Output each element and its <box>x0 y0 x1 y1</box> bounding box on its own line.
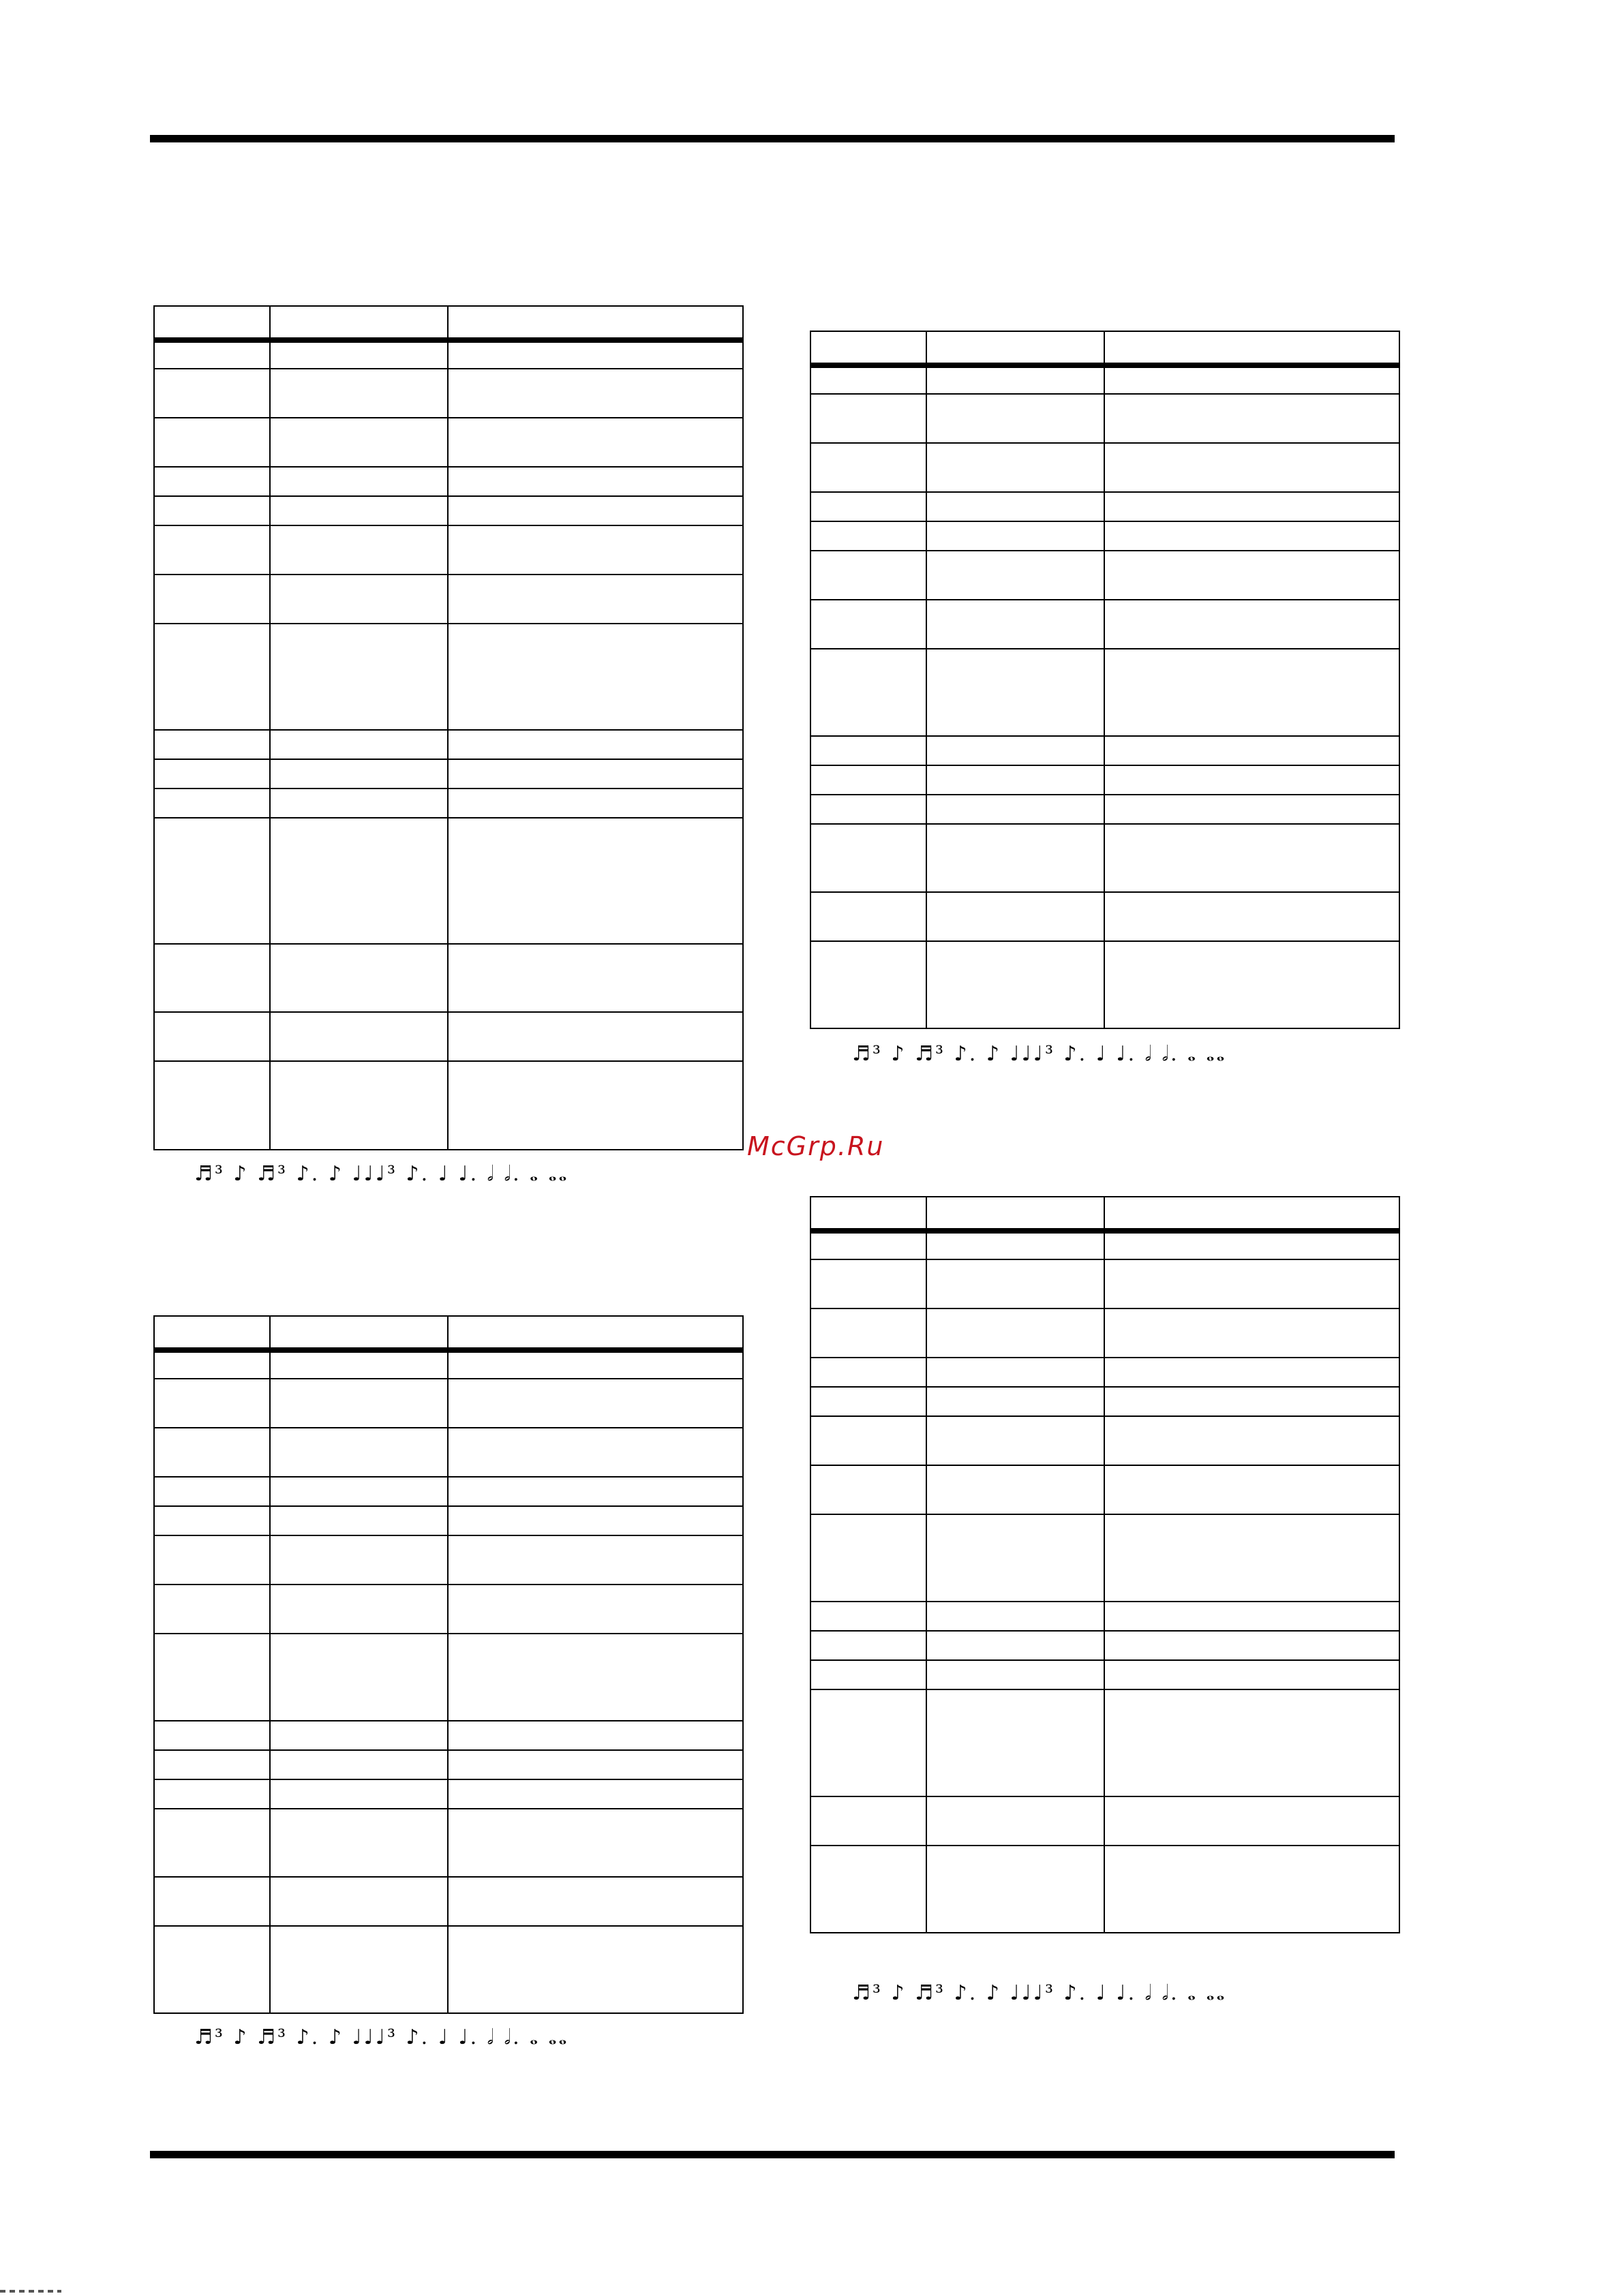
table-row <box>810 736 1399 765</box>
table-row <box>154 575 743 624</box>
table-row <box>154 759 743 789</box>
table-row <box>810 1387 1399 1416</box>
table-row <box>154 369 743 418</box>
table-row <box>810 521 1399 551</box>
table-bottom-left <box>153 1315 744 2014</box>
table-row <box>810 551 1399 600</box>
scan-edge-marks <box>0 2290 61 2293</box>
table-row <box>154 1585 743 1634</box>
table-row <box>810 443 1399 492</box>
table-row <box>810 765 1399 795</box>
table-row <box>154 624 743 730</box>
table-row <box>154 1809 743 1877</box>
watermark-text: McGrp.Ru <box>747 1131 885 1161</box>
note-values-legend: ♬³ ♪ ♬³ ♪. ♪ ♩♩♩³ ♪. ♩ ♩. 𝅗𝅥 𝅗𝅥. 𝅝 𝅝𝅝 <box>194 1162 569 1186</box>
table-row <box>810 1846 1399 1933</box>
table-row <box>154 730 743 759</box>
table-row <box>154 525 743 575</box>
note-values-legend: ♬³ ♪ ♬³ ♪. ♪ ♩♩♩³ ♪. ♩ ♩. 𝅗𝅥 𝅗𝅥. 𝅝 𝅝𝅝 <box>852 1981 1227 2005</box>
table-row <box>154 1379 743 1428</box>
table-row <box>154 418 743 467</box>
table-row <box>810 365 1399 394</box>
table-row <box>810 1796 1399 1846</box>
table-row <box>810 1514 1399 1602</box>
table-row <box>810 795 1399 824</box>
table-row <box>154 1535 743 1585</box>
table-row <box>154 1721 743 1750</box>
table-header-row <box>810 331 1399 365</box>
table-row <box>810 600 1399 649</box>
table-row <box>154 818 743 944</box>
table-row <box>810 649 1399 736</box>
table-row <box>810 394 1399 443</box>
table-row <box>154 1428 743 1477</box>
table-row <box>154 1012 743 1061</box>
table-row <box>154 1477 743 1506</box>
table-row <box>810 1358 1399 1387</box>
table-row <box>154 789 743 818</box>
table-row <box>154 1506 743 1535</box>
table-row <box>154 1926 743 2013</box>
table-row <box>154 1350 743 1379</box>
header-rule <box>150 135 1395 142</box>
table-row <box>154 1634 743 1721</box>
table-row <box>154 340 743 369</box>
table-row <box>810 824 1399 892</box>
table-row <box>810 1689 1399 1796</box>
table-row <box>154 496 743 525</box>
footer-rule <box>150 2151 1395 2158</box>
table-row <box>810 1259 1399 1308</box>
table-header-row <box>154 306 743 340</box>
table-row <box>810 1231 1399 1259</box>
table-row <box>810 892 1399 941</box>
table-row <box>810 1602 1399 1631</box>
table-row <box>810 492 1399 521</box>
table-row <box>810 1416 1399 1465</box>
table-row <box>154 1877 743 1926</box>
table-row <box>810 1631 1399 1660</box>
table-row <box>154 1061 743 1150</box>
table-bottom-right <box>810 1196 1400 1933</box>
table-header-row <box>810 1197 1399 1231</box>
table-row <box>154 467 743 496</box>
table-row <box>810 941 1399 1028</box>
table-row <box>154 1779 743 1809</box>
table-header-row <box>154 1316 743 1350</box>
note-values-legend: ♬³ ♪ ♬³ ♪. ♪ ♩♩♩³ ♪. ♩ ♩. 𝅗𝅥 𝅗𝅥. 𝅝 𝅝𝅝 <box>852 1042 1227 1066</box>
table-row <box>810 1660 1399 1689</box>
table-row <box>154 1750 743 1779</box>
table-top-left <box>153 305 744 1150</box>
table-top-right <box>810 331 1400 1029</box>
table-row <box>810 1308 1399 1358</box>
note-values-legend: ♬³ ♪ ♬³ ♪. ♪ ♩♩♩³ ♪. ♩ ♩. 𝅗𝅥 𝅗𝅥. 𝅝 𝅝𝅝 <box>194 2025 569 2049</box>
table-row <box>810 1465 1399 1514</box>
table-row <box>154 944 743 1012</box>
